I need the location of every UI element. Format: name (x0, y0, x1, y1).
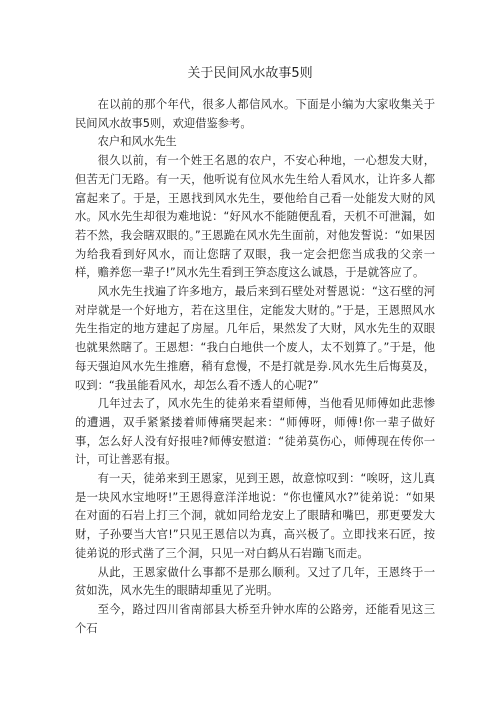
paragraph: 至今，路过四川省南部县大桥至升钟水库的公路旁，还能看见这三个石 (75, 602, 435, 635)
document-body (75, 96, 435, 638)
document-title: 关于民间风水故事5则 (187, 66, 313, 81)
paragraph: 几年过去了，风水先生的徒弟来看望师傅，当他看见师傅如此悲惨的遭遇，双手紧紧搂着师傅痛哭起来：“师傅呀，师傅!你一辈子做好事，怎么好人没有好报哇?师傅安慰道：“徒弟莫伤心，师傅现在传你一计，可让善恶有报。 (75, 397, 435, 467)
section-heading: 农户和风水先生 (97, 135, 177, 149)
paragraph: 从此，王恩家做什么事都不是那么顺利。又过了几年，王恩终于一贫如洗，风水先生的眼睛却重见了光明。 (75, 565, 435, 598)
paragraph: 风水先生找遍了许多地方，最后来到石壁处对誓恩说：“这石壁的河对岸就是一个好地方，若在这里住，定能发大财的。”于是，王恩照风水先生指定的地方建起了房屋。几年后，果然发了大财，风水先生的双眼也就果然瞎了。王恩想：“我白白地供一个废人，太不划算了。”于是，他每天强迫风水先生推磨，稍有怠慢，不是打就是券.风水先生后悔莫及，叹到：“我虽能看风水，却怎么看不透人的心呢?” (75, 285, 435, 392)
paragraph-intro: 在以前的那个年代，很多人都信风水。下面是小编为大家收集关于民间风水故事5则，欢迎借鉴参考。 (75, 98, 435, 130)
paragraph: 有一天，徒弟来到王恩家，见到王恩，故意惊叹到：“唉呀，这儿真是一块风水宝地呀!”王恩得意洋洋地说：“你也懂风水?”徒弟说：“如果在对面的石岩上打三个洞，就如同给龙安上了眼睛和嘴巴，那更要发大财，子孙要当大官!”只见王恩信以为真，高兴极了。立即找来石匠，按徒弟说的形式凿了三个洞，只见一对白鹤从石岩蹦飞而走。 (75, 472, 435, 560)
paragraph: 很久以前，有一个姓王名恩的农户，不安心种地，一心想发大财，但苦无门无路。有一天，他听说有位风水先生给人看风水，让许多人都富起来了。于是，王恩找到风水先生，要他给自己看一处能发大财的风水。风水先生却很为难地说：“好风水不能随便乱看，天机不可泄漏，如若不然，我会瞎双眼的。”王恩跪在风水先生面前，对他发誓说：“如果因为给我看到好风水，而让您瞎了双眼，我一定会把您当成我的父亲一样，赡养您一辈子!”风水先生看到王笋态度这么诚恳，于是就答应了。 (75, 154, 435, 280)
